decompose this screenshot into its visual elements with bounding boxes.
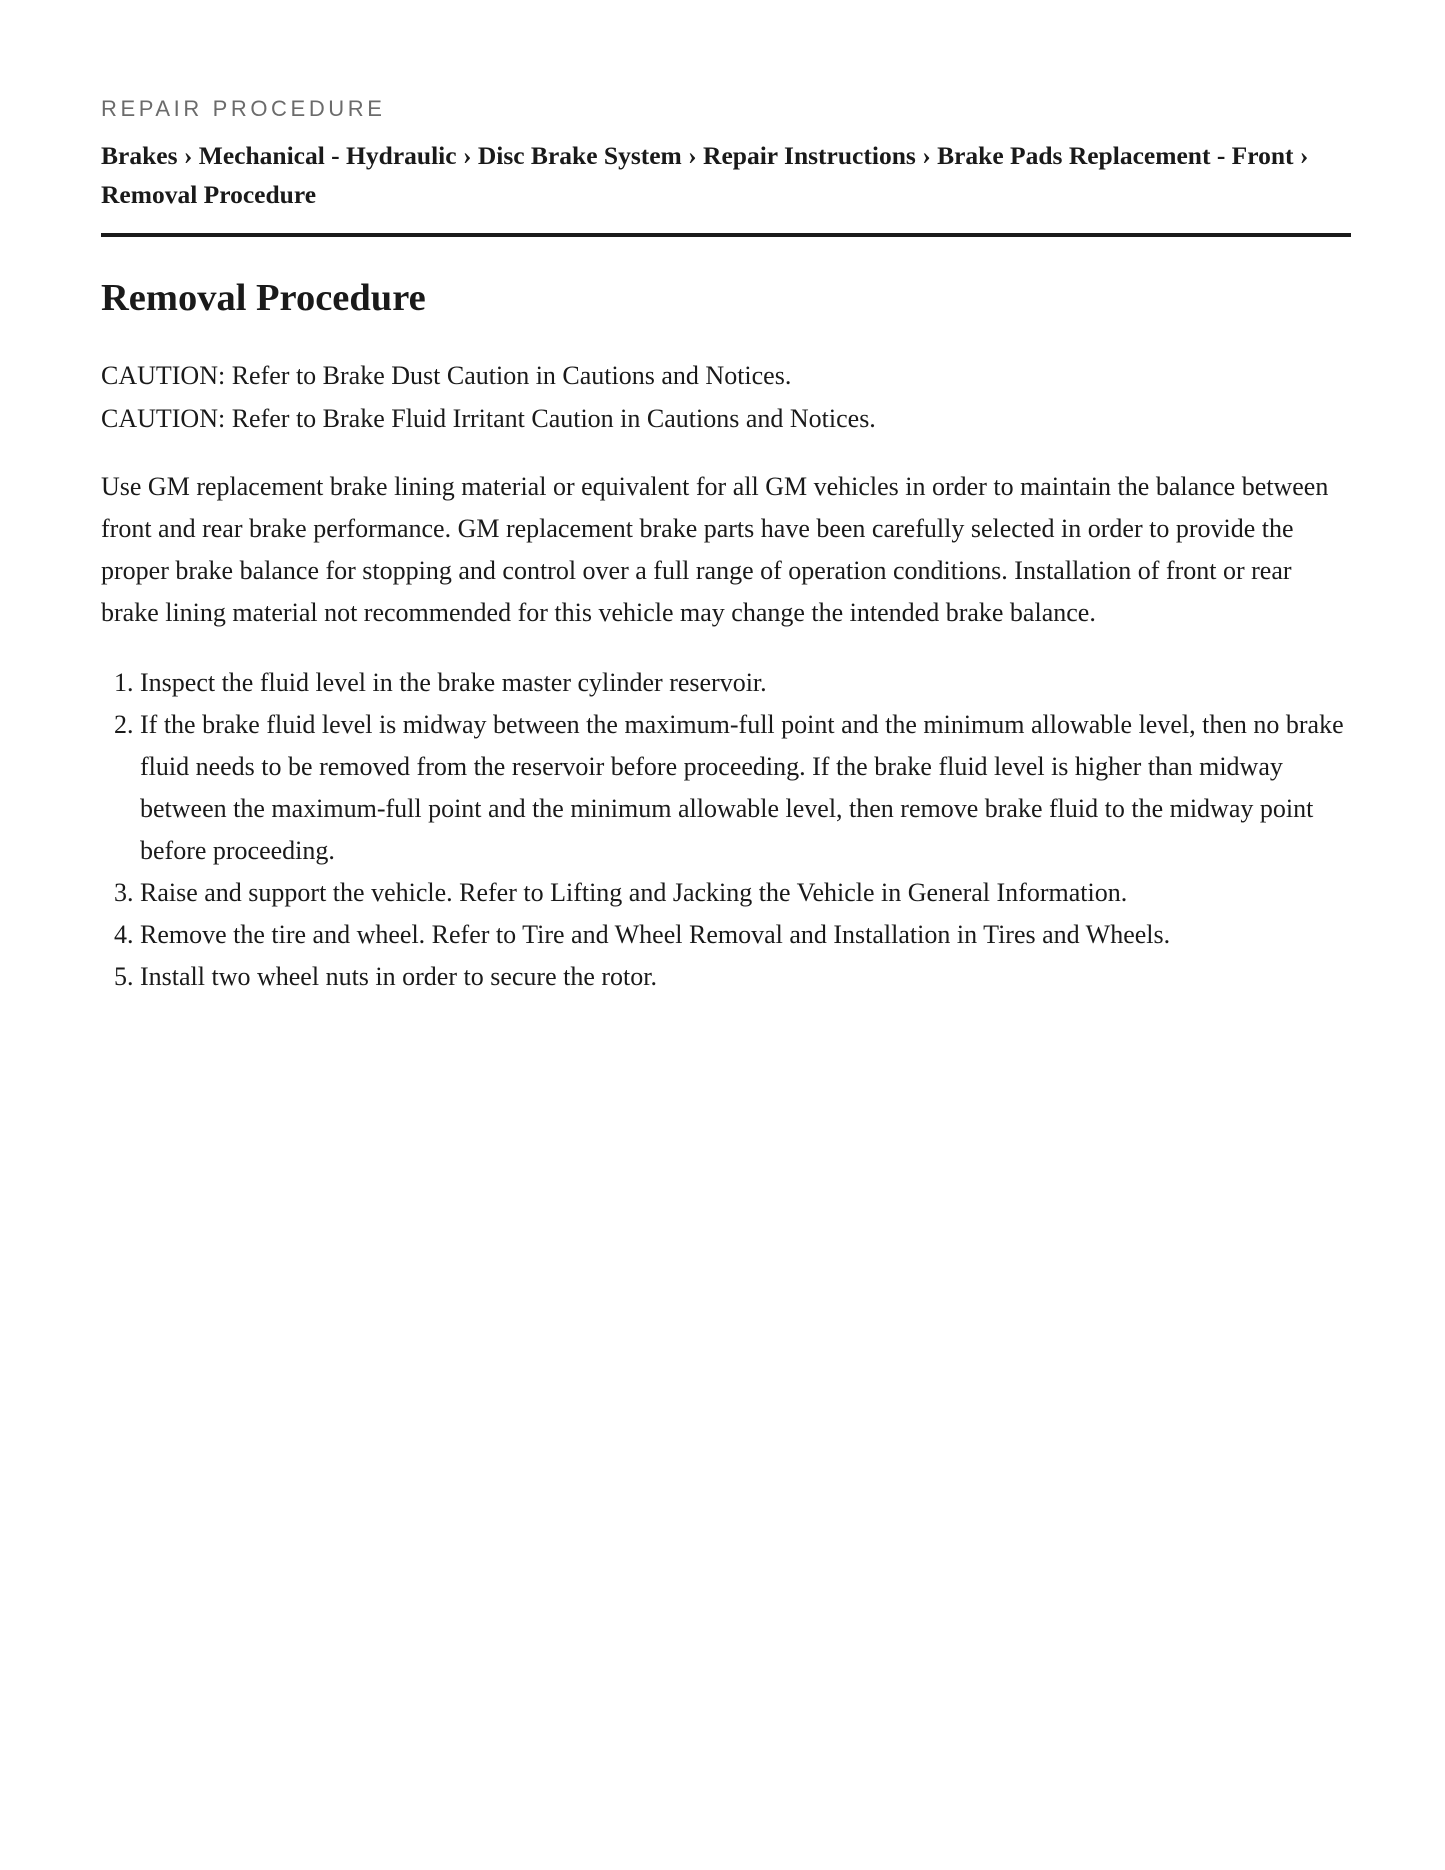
step-2: 2. If the brake fluid level is midway between the maximum-full point and the minimum allowable level, then no brake fluid needs to be removed from the reservoir before proceeding. If the brake fluid level is higher than midway between the maximum-full point and the minimum allowable level, then remove brake fluid to the midway point before proceeding.	[140, 704, 1351, 872]
breadcrumb-item-disc-brake-system[interactable]: Disc Brake System	[477, 141, 682, 170]
breadcrumb-item-repair-instructions[interactable]: Repair Instructions	[703, 141, 916, 170]
step-4: 4. Remove the tire and wheel. Refer to Tire and Wheel Removal and Installation in Tires and Wheels.	[140, 914, 1351, 956]
procedure-steps	[101, 662, 1351, 998]
breadcrumb-item-mechanical-hydraulic[interactable]: Mechanical - Hydraulic	[198, 141, 457, 170]
document-page	[101, 96, 1351, 998]
breadcrumb-item-brake-pads-replacement-front[interactable]: Brake Pads Replacement - Front	[937, 141, 1294, 170]
breadcrumb-separator: ›	[462, 141, 472, 170]
breadcrumb-item-brakes[interactable]: Brakes	[101, 141, 178, 170]
cautions-block	[101, 354, 1351, 440]
step-5: 5. Install two wheel nuts in order to secure the rotor.	[140, 956, 1351, 998]
intro-paragraph: Use GM replacement brake lining material or equivalent for all GM vehicles in order to maintain the balance between front and rear brake performance. GM replacement brake parts have been carefully selected in order to provide the proper brake balance for stopping and control over a full range of operation conditions. Installation of front or rear brake lining material not recommended for this vehicle may change the intended brake balance.	[101, 472, 1329, 627]
page-title: Removal Procedure	[101, 277, 426, 319]
step-3: 3. Raise and support the vehicle. Refer to Lifting and Jacking the Vehicle in General Information.	[140, 872, 1351, 914]
breadcrumb	[101, 136, 1351, 214]
breadcrumb-separator: ›	[922, 141, 931, 170]
breadcrumb-item-removal-procedure: Removal Procedure	[101, 180, 317, 209]
caution-brake-fluid: CAUTION: Refer to Brake Fluid Irritant Caution in Cautions and Notices.	[101, 404, 876, 433]
breadcrumb-separator: ›	[688, 141, 697, 170]
caution-brake-dust: CAUTION: Refer to Brake Dust Caution in Cautions and Notices.	[101, 361, 792, 390]
section-eyebrow: REPAIR PROCEDURE	[101, 96, 386, 121]
breadcrumb-separator: ›	[183, 141, 193, 170]
step-1: 1. Inspect the fluid level in the brake master cylinder reservoir.	[140, 662, 1351, 704]
header-divider	[101, 233, 1351, 237]
breadcrumb-separator: ›	[1299, 141, 1309, 170]
